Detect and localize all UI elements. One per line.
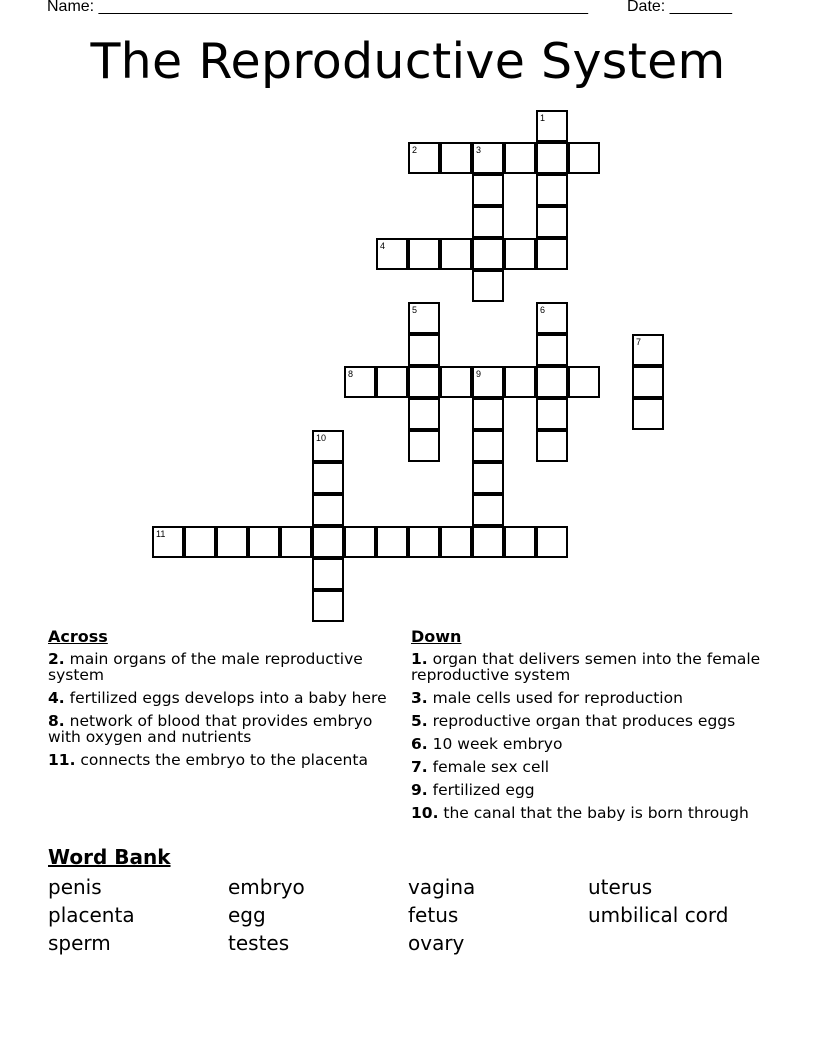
grid-cell[interactable] (472, 270, 504, 302)
grid-cell[interactable] (184, 526, 216, 558)
grid-cell[interactable] (376, 526, 408, 558)
word-bank-item: sperm (48, 931, 111, 955)
grid-cell[interactable] (408, 142, 440, 174)
grid-cell[interactable] (312, 494, 344, 526)
grid-cell[interactable] (472, 526, 504, 558)
word-bank-title: Word Bank (48, 845, 171, 869)
grid-cell[interactable] (472, 238, 504, 270)
grid-cell[interactable] (408, 302, 440, 334)
grid-cell[interactable] (408, 430, 440, 462)
grid-cell[interactable] (312, 462, 344, 494)
grid-cell[interactable] (536, 238, 568, 270)
clue-across-11: 11. connects the embryo to the placenta (48, 751, 368, 769)
grid-cell[interactable] (408, 398, 440, 430)
clue-across-2: 2. main organs of the male reproductive system (48, 650, 363, 684)
grid-cell[interactable] (504, 238, 536, 270)
grid-cell[interactable] (344, 366, 376, 398)
grid-cell[interactable] (376, 238, 408, 270)
grid-cell[interactable] (472, 430, 504, 462)
clue-down-5: 5. reproductive organ that produces eggs (411, 712, 736, 730)
clue-number: 10 (316, 433, 327, 443)
word-bank-item: fetus (408, 903, 459, 927)
clue-number: 6 (540, 305, 546, 315)
word-bank-item: uterus (588, 875, 653, 899)
grid-cell[interactable] (536, 174, 568, 206)
word-bank-item: umbilical cord (588, 903, 729, 927)
clue-number: 4 (380, 241, 386, 251)
grid-cell[interactable] (472, 462, 504, 494)
clue-down-10: 10. the canal that the baby is born through (411, 804, 749, 822)
grid-cell[interactable] (216, 526, 248, 558)
grid-cell[interactable] (472, 366, 504, 398)
clue-down-3: 3. male cells used for reproduction (411, 689, 683, 707)
clue-number: 5 (412, 305, 418, 315)
grid-cell[interactable] (504, 526, 536, 558)
clue-down-6: 6. 10 week embryo (411, 735, 563, 753)
down-clues (411, 629, 771, 828)
grid-cell[interactable] (536, 526, 568, 558)
grid-cell[interactable] (408, 238, 440, 270)
grid-cell[interactable] (536, 430, 568, 462)
word-bank-item: penis (48, 875, 102, 899)
name-line: Name: _______________________________________________________ (47, 0, 588, 15)
grid-cell[interactable] (376, 366, 408, 398)
grid-cell[interactable] (472, 398, 504, 430)
grid-cell[interactable] (536, 366, 568, 398)
grid-cell[interactable] (472, 494, 504, 526)
grid-cell[interactable] (440, 238, 472, 270)
grid-cell[interactable] (248, 526, 280, 558)
grid-cell[interactable] (312, 590, 344, 622)
clue-across-8: 8. network of blood that provides embryo with oxygen and nutrients (48, 712, 373, 746)
across-heading: Across (48, 627, 108, 646)
across-clues (48, 629, 393, 775)
grid-cell[interactable] (312, 558, 344, 590)
grid-cell[interactable] (344, 526, 376, 558)
word-bank-item: vagina (408, 875, 476, 899)
grid-cell[interactable] (472, 142, 504, 174)
grid-cell[interactable] (312, 430, 344, 462)
clue-number: 1 (540, 113, 546, 123)
clue-across-4: 4. fertilized eggs develops into a baby here (48, 689, 387, 707)
grid-cell[interactable] (632, 334, 664, 366)
word-bank-item: ovary (408, 931, 465, 955)
word-bank-item: testes (228, 931, 290, 955)
word-bank-item: embryo (228, 875, 305, 899)
grid-cell[interactable] (504, 366, 536, 398)
grid-cell[interactable] (440, 142, 472, 174)
grid-cell[interactable] (472, 174, 504, 206)
grid-cell[interactable] (440, 366, 472, 398)
grid-cell[interactable] (632, 366, 664, 398)
clue-number: 2 (412, 145, 418, 155)
grid-cell[interactable] (536, 142, 568, 174)
word-bank-item: egg (228, 903, 266, 927)
grid-cell[interactable] (536, 206, 568, 238)
clue-number: 11 (156, 529, 166, 539)
clue-number: 8 (348, 369, 354, 379)
grid-cell[interactable] (280, 526, 312, 558)
grid-cell[interactable] (440, 526, 472, 558)
word-bank-item: placenta (48, 903, 135, 927)
grid-cell[interactable] (504, 142, 536, 174)
grid-cell[interactable] (536, 398, 568, 430)
clue-number: 7 (636, 337, 642, 347)
date-line: Date: _______ (627, 0, 732, 15)
grid-cell[interactable] (536, 302, 568, 334)
grid-cell[interactable] (472, 206, 504, 238)
page-title: The Reproductive System (90, 33, 726, 90)
grid-cell[interactable] (536, 334, 568, 366)
clue-number: 9 (476, 369, 482, 379)
grid-cell[interactable] (568, 366, 600, 398)
grid-cell[interactable] (536, 110, 568, 142)
clue-down-1: 1. organ that delivers semen into the female reproductive system (411, 650, 761, 684)
grid-cell[interactable] (152, 526, 184, 558)
grid-cell[interactable] (632, 398, 664, 430)
clue-number: 3 (476, 145, 482, 155)
grid-cell[interactable] (408, 366, 440, 398)
grid-cell[interactable] (408, 334, 440, 366)
down-heading: Down (411, 627, 462, 646)
grid-cell[interactable] (312, 526, 344, 558)
grid-cell[interactable] (408, 526, 440, 558)
clue-down-9: 9. fertilized egg (411, 781, 535, 799)
clue-down-7: 7. female sex cell (411, 758, 550, 776)
grid-cell[interactable] (568, 142, 600, 174)
